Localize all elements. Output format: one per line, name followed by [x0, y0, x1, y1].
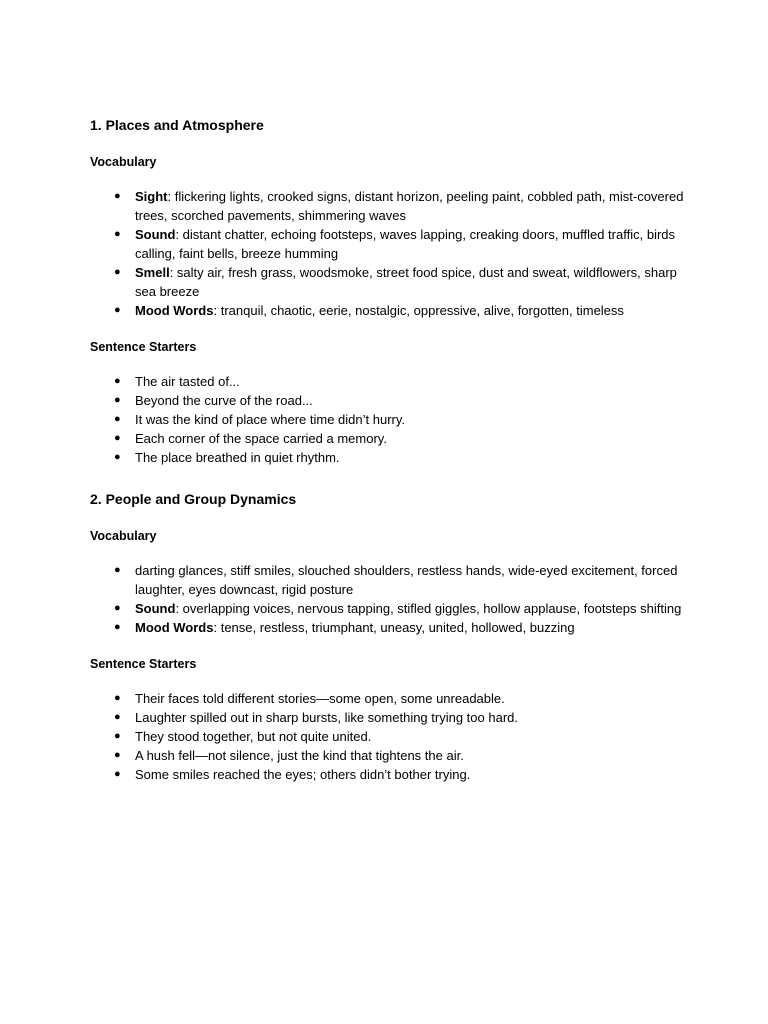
bullet-icon: ●: [114, 768, 121, 780]
list-item: [90, 708, 690, 727]
starter-text: Some smiles reached the eyes; others didn’t bother trying.: [135, 767, 471, 782]
starter-text: The place breathed in quiet rhythm.: [135, 450, 340, 465]
starter-text: Each corner of the space carried a memory.: [135, 431, 387, 446]
bullet-icon: ●: [114, 730, 121, 742]
list-item: [90, 689, 690, 708]
vocabulary-heading: Vocabulary: [90, 529, 157, 543]
list-item: [90, 746, 690, 765]
document-page: [90, 115, 690, 784]
list-item: [90, 561, 690, 599]
vocabulary-list: [90, 187, 690, 320]
vocab-term: Mood Words: [135, 620, 214, 635]
bullet-icon: ●: [114, 564, 121, 576]
bullet-icon: ●: [114, 692, 121, 704]
bullet-icon: ●: [114, 602, 121, 614]
vocab-text: : tranquil, chaotic, eerie, nostalgic, oppressive, alive, forgotten, timeless: [213, 303, 624, 318]
bullet-icon: ●: [114, 394, 121, 406]
starter-text: It was the kind of place where time didn’t hurry.: [135, 412, 405, 427]
starter-text: The air tasted of...: [135, 374, 240, 389]
starter-text: They stood together, but not quite united.: [135, 729, 372, 744]
sentence-starters-heading: Sentence Starters: [90, 340, 197, 354]
bullet-icon: ●: [114, 266, 121, 278]
list-item: [90, 391, 690, 410]
starter-text: Beyond the curve of the road...: [135, 393, 313, 408]
vocab-term: Smell: [135, 265, 170, 280]
vocab-text: : distant chatter, echoing footsteps, waves lapping, creaking doors, muffled traffic, birds calling, faint bells, breeze humming: [135, 227, 676, 261]
vocab-text: : flickering lights, crooked signs, distant horizon, peeling paint, cobbled path, mist-covered trees, scorched pavements, shimmering waves: [135, 189, 684, 223]
bullet-icon: ●: [114, 432, 121, 444]
vocab-text: : salty air, fresh grass, woodsmoke, street food spice, dust and sweat, wildflowers, sharp sea breeze: [135, 265, 677, 299]
vocab-term: Mood Words: [135, 303, 214, 318]
bullet-icon: ●: [114, 413, 121, 425]
vocab-term: Sound: [135, 601, 176, 616]
vocab-term: Sight: [135, 189, 168, 204]
list-item: [90, 301, 690, 320]
bullet-icon: ●: [114, 451, 121, 463]
vocab-term: Sound: [135, 227, 176, 242]
list-item: [90, 448, 690, 467]
bullet-icon: ●: [114, 190, 121, 202]
list-item: [90, 727, 690, 746]
list-item: [90, 429, 690, 448]
starter-text: Their faces told different stories—some open, some unreadable.: [135, 691, 505, 706]
sentence-starters-list: [90, 689, 690, 784]
list-item: [90, 765, 690, 784]
list-item: [90, 263, 690, 301]
list-item: [90, 372, 690, 391]
vocab-text: darting glances, stiff smiles, slouched shoulders, restless hands, wide-eyed excitement, forced laughter, eyes downcast, rigid posture: [135, 563, 678, 597]
section-title-people: 2. People and Group Dynamics: [90, 491, 297, 507]
starter-text: Laughter spilled out in sharp bursts, like something trying too hard.: [135, 710, 518, 725]
list-item: [90, 187, 690, 225]
section-title-places: 1. Places and Atmosphere: [90, 117, 264, 133]
list-item: [90, 225, 690, 263]
bullet-icon: ●: [114, 711, 121, 723]
vocabulary-list: [90, 561, 690, 637]
sentence-starters-heading: Sentence Starters: [90, 657, 197, 671]
bullet-icon: ●: [114, 304, 121, 316]
bullet-icon: ●: [114, 228, 121, 240]
list-item: [90, 599, 690, 618]
sentence-starters-list: [90, 372, 690, 467]
bullet-icon: ●: [114, 375, 121, 387]
bullet-icon: ●: [114, 749, 121, 761]
list-item: [90, 410, 690, 429]
vocab-text: : overlapping voices, nervous tapping, stifled giggles, hollow applause, footsteps shifting: [175, 601, 682, 616]
list-item: [90, 618, 690, 637]
bullet-icon: ●: [114, 621, 121, 633]
starter-text: A hush fell—not silence, just the kind that tightens the air.: [135, 748, 464, 763]
vocab-text: : tense, restless, triumphant, uneasy, united, hollowed, buzzing: [213, 620, 575, 635]
vocabulary-heading: Vocabulary: [90, 155, 157, 169]
